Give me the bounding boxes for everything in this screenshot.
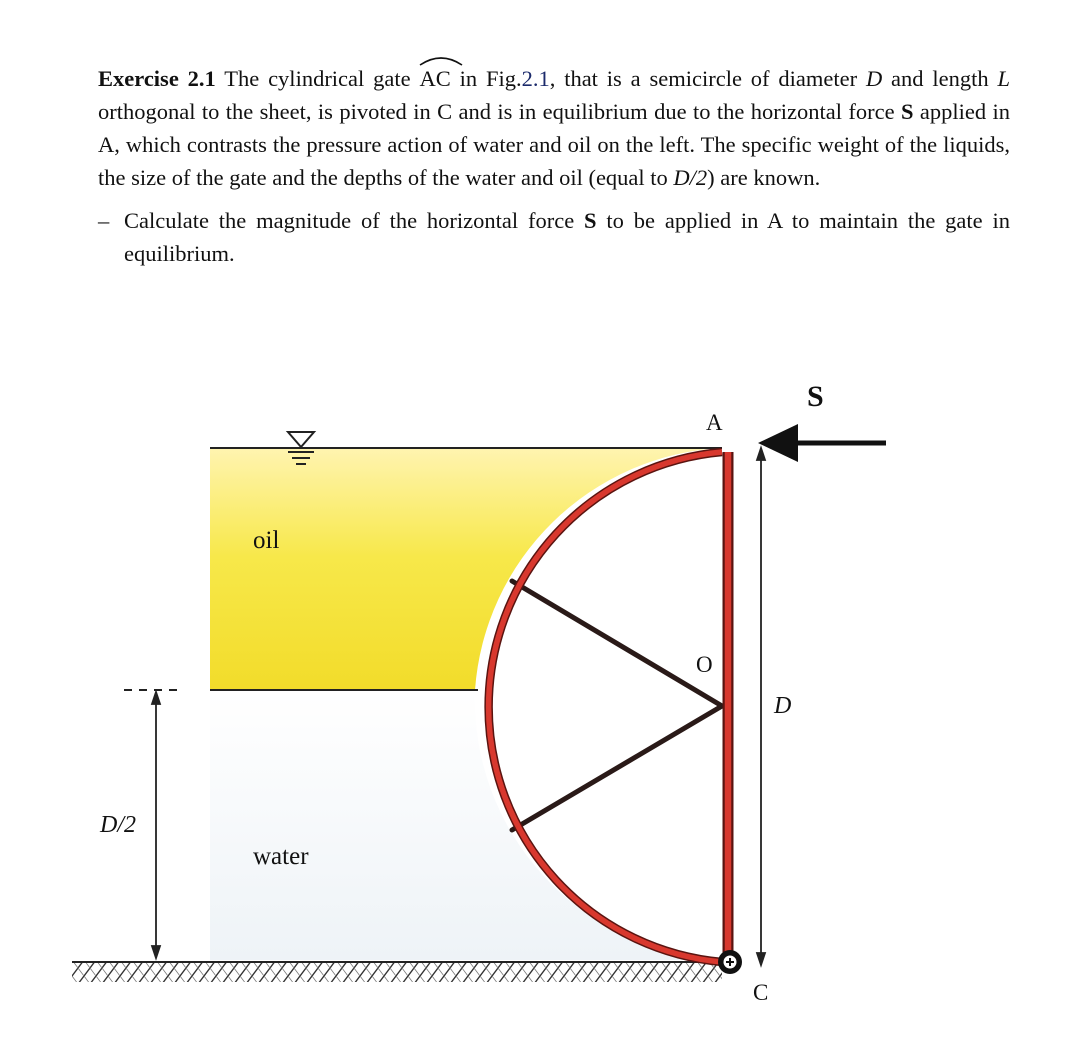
label-A: A xyxy=(706,410,723,435)
text-run: , that is a semicircle of diameter xyxy=(549,66,866,91)
dimension-D xyxy=(757,448,765,965)
water-region xyxy=(210,690,722,960)
variable-S: S xyxy=(584,208,597,233)
dimension-D-half xyxy=(152,692,160,958)
exercise-heading: Exercise 2.1 xyxy=(98,66,216,91)
label-O: O xyxy=(696,652,713,677)
text-run: The cylindrical gate xyxy=(215,66,420,91)
variable-L: L xyxy=(997,66,1011,91)
oil-region xyxy=(210,448,722,690)
label-oil: oil xyxy=(253,527,280,554)
text-run: applied in A, which contrasts the pressure action of water and oil on the left. The specific weight of the liquids, the size of the gate and the depths of the water and oil (equal to xyxy=(98,99,1011,190)
variable-S: S xyxy=(900,99,914,124)
label-S: S xyxy=(807,380,824,413)
force-S-arrow xyxy=(758,424,886,462)
variable-D-half: D/2 xyxy=(673,165,708,190)
label-C: C xyxy=(753,980,769,1005)
figure-reference: 2.1 xyxy=(521,66,550,91)
bullet-dash: – xyxy=(98,208,110,233)
text-run: ) are known. xyxy=(707,165,821,190)
label-D-half: D/2 xyxy=(100,812,136,838)
variable-D: D xyxy=(865,66,883,91)
text-run: orthogonal to the sheet, is pivoted in C and is in equilibrium due to the horizontal force xyxy=(98,99,901,124)
pivot-icon xyxy=(718,950,742,974)
gate-name-text: AC xyxy=(419,66,451,91)
ground-hatch xyxy=(72,962,722,982)
label-water: water xyxy=(253,843,309,870)
gate-struts xyxy=(512,581,722,830)
text-run: Calculate the magnitude of the horizontal force xyxy=(124,208,585,233)
text-run: in Fig. xyxy=(450,66,522,91)
text-run: and length xyxy=(882,66,998,91)
text-run: to be applied in A to maintain the gate in equilibrium. xyxy=(124,208,1010,266)
label-D: D xyxy=(774,693,792,719)
